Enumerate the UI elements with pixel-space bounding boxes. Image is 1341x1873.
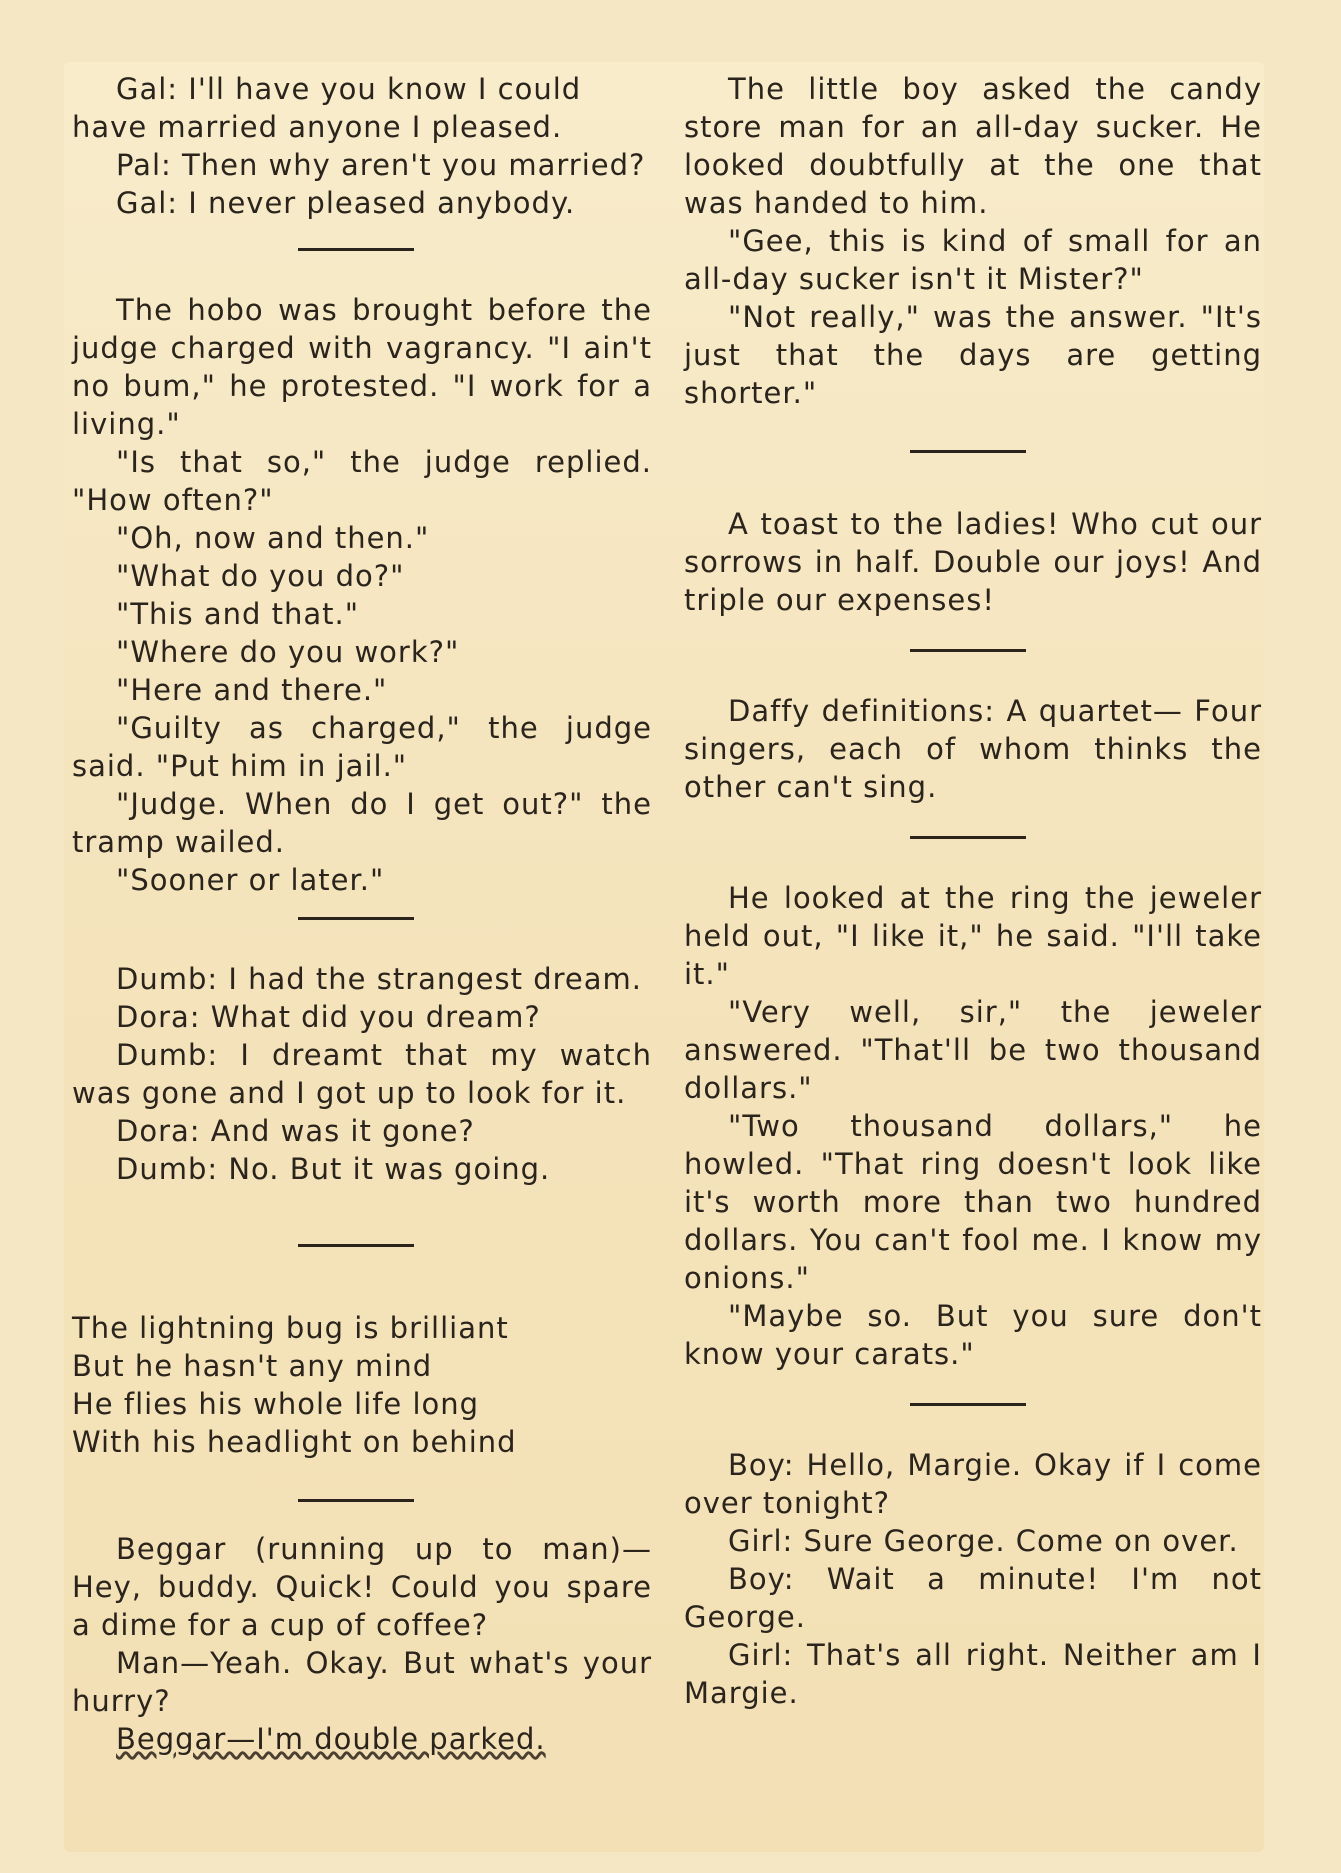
joke-line: Dora: And was it gone? — [116, 1114, 475, 1148]
joke-toast — [684, 505, 1262, 619]
joke-line: Beggar (running up to man)— Hey, buddy. Quick! Could you spare a dime for a cup of coffee? — [72, 1532, 652, 1642]
joke-line: "Two thousand dollars," he howled. "That ring doesn't look like it's worth more than two hundred dollars. You can't fool me. I know my onions." — [684, 1109, 1262, 1295]
joke-line: Beggar—I'm double parked. — [116, 1722, 546, 1756]
joke-line: "Gee, this is kind of small for an all-day sucker isn't it Mister?" — [684, 224, 1262, 296]
left-column — [72, 70, 652, 1758]
joke-line: Man—Yeah. Okay. But what's your hurry? — [72, 1646, 652, 1718]
verse-line: He flies his whole life long — [72, 1387, 480, 1421]
joke-line: Dumb: I dreamt that my watch was gone and I got up to look for it. — [72, 1038, 652, 1110]
joke-line: He looked at the ring the jeweler held out, "I like it," he said. "I'll take it." — [684, 881, 1262, 991]
joke-line: have married anyone I pleased. — [72, 110, 563, 144]
joke-line: The little boy asked the candy store man for an all-day sucker. He looked doubtfully at the one that was handed to him. — [684, 72, 1262, 220]
joke-beggar — [72, 1530, 652, 1758]
joke-line: "Sooner or later." — [116, 863, 385, 897]
joke-line: Gal: I'll have you know I could — [116, 72, 582, 106]
joke-line: Dumb: No. But it was going. — [116, 1152, 551, 1186]
joke-line: Dumb: I had the strangest dream. — [116, 962, 642, 996]
joke-line: "This and that." — [116, 597, 360, 631]
joke-line: "Here and there." — [116, 673, 388, 707]
joke-line: "Oh, now and then." — [116, 521, 430, 555]
joke-line: "Maybe so. But you sure don't know your carats." — [684, 1299, 1262, 1371]
joke-line: "Very well, sir," the jeweler answered. "That'll be two thousand dollars." — [684, 995, 1262, 1105]
joke-line: Girl: Sure George. Come on over. — [728, 1524, 1239, 1558]
joke-line: The hobo was brought before the judge charged with vagrancy. "I ain't no bum," he protested. "I work for a living." — [72, 293, 652, 441]
joke-line: "Guilty as charged," the judge said. "Put him in jail." — [72, 711, 652, 783]
joke-line: Pal: Then why aren't you married? — [116, 148, 646, 182]
joke-line: A toast to the ladies! Who cut our sorrows in half. Double our joys! And triple our expenses! — [684, 507, 1262, 617]
joke-gal-pal — [72, 70, 652, 222]
joke-line: Daffy definitions: A quartet— Four singers, each of whom thinks the other can't sing. — [684, 694, 1262, 804]
joke-line: Dora: What did you dream? — [116, 1000, 541, 1034]
joke-line: "Is that so," the judge replied. "How often?" — [72, 445, 652, 517]
joke-line: "Where do you work?" — [116, 635, 460, 669]
joke-carats — [684, 879, 1262, 1373]
joke-line: "Judge. When do I get out?" the tramp wailed. — [72, 787, 652, 859]
joke-line: Boy: Hello, Margie. Okay if I come over tonight? — [684, 1448, 1262, 1520]
joke-line: "What do you do?" — [116, 559, 405, 593]
joke-daffy-definitions — [684, 692, 1262, 806]
joke-line: Gal: I never pleased anybody. — [116, 186, 576, 220]
verse-lightning-bug — [72, 1309, 652, 1461]
joke-dumb-dora — [72, 960, 652, 1188]
joke-line: Girl: That's all right. Neither am I Margie. — [684, 1638, 1262, 1710]
joke-hobo — [72, 291, 652, 899]
joke-line: "Not really," was the answer. "It's just that the days are getting shorter." — [684, 300, 1262, 410]
joke-margie-george — [684, 1446, 1262, 1712]
verse-line: But he hasn't any mind — [72, 1349, 433, 1383]
joke-line: Boy: Wait a minute! I'm not George. — [684, 1562, 1262, 1634]
verse-line: The lightning bug is brilliant — [72, 1311, 509, 1345]
verse-line: With his headlight on behind — [72, 1425, 517, 1459]
right-column — [684, 70, 1262, 1712]
joke-all-day-sucker — [684, 70, 1262, 412]
